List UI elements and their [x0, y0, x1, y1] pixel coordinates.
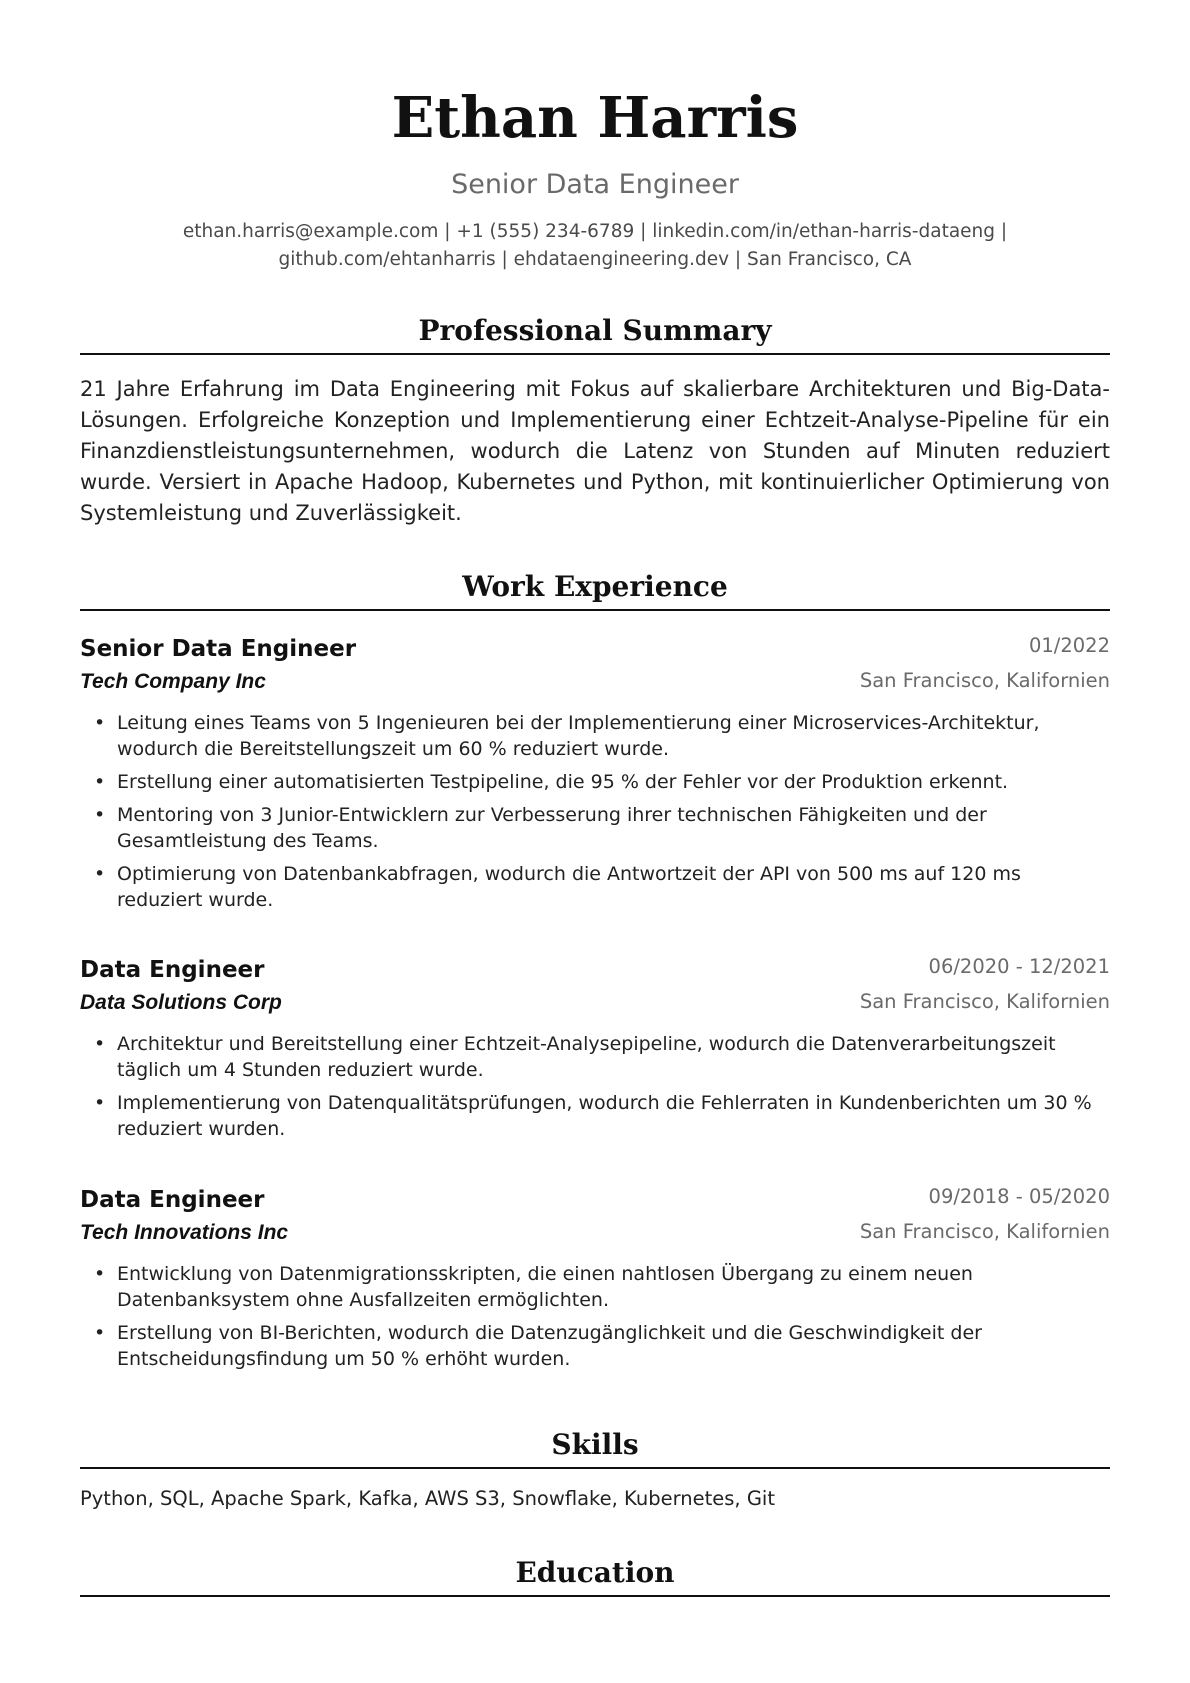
bullet-icon: •: [94, 863, 106, 885]
job-bullets: [80, 1261, 1110, 1372]
job-title: Data Engineer: [80, 957, 265, 983]
job-entry: [80, 953, 1110, 1149]
bullet-item: [80, 1090, 1110, 1142]
job-location: San Francisco, Kalifornien: [859, 1220, 1110, 1243]
candidate-title: Senior Data Engineer: [451, 169, 739, 200]
job-date: 01/2022: [1028, 634, 1110, 657]
section-heading-education: Education: [80, 1555, 1110, 1597]
bullet-text: Entwicklung von Datenmigrationsskripten, die einen nahtlosen Übergang zu einem neuen Datenbanksystem ohne Ausfallzeiten ermöglichten.: [117, 1263, 973, 1311]
bullet-item: [80, 802, 1110, 854]
bullet-item: [80, 1031, 1110, 1083]
job-location: San Francisco, Kalifornien: [859, 990, 1110, 1013]
bullet-item: [80, 769, 1110, 795]
bullet-icon: •: [94, 712, 106, 734]
job-company: Tech Innovations Inc: [80, 1221, 289, 1244]
job-title: Senior Data Engineer: [80, 636, 357, 662]
section-heading-experience: Work Experience: [80, 569, 1110, 611]
job-company: Tech Company Inc: [80, 670, 266, 693]
skills-text: Python, SQL, Apache Spark, Kafka, AWS S3, Snowflake, Kubernetes, Git: [80, 1487, 775, 1510]
bullet-text: Erstellung einer automatisierten Testpipeline, die 95 % der Fehler vor der Produktion erkennt.: [117, 771, 1009, 793]
job-entry: [80, 1183, 1110, 1379]
bullet-icon: •: [94, 804, 106, 826]
bullet-text: Mentoring von 3 Junior-Entwicklern zur Verbesserung ihrer technischen Fähigkeiten und der Gesamtleistung des Teams.: [117, 804, 987, 852]
bullet-text: Optimierung von Datenbankabfragen, wodurch die Antwortzeit der API von 500 ms auf 120 ms reduziert wurde.: [117, 863, 1021, 911]
job-entry: [80, 632, 1110, 920]
bullet-text: Architektur und Bereitstellung einer Echtzeit-Analysepipeline, wodurch die Datenverarbeitungszeit täglich um 4 Stunden reduziert wurde.: [117, 1033, 1056, 1081]
candidate-name: Ethan Harris: [391, 85, 799, 151]
bullet-item: [80, 710, 1110, 762]
job-date: 06/2020 - 12/2021: [928, 955, 1110, 978]
contact-info: [0, 218, 1190, 274]
job-title: Data Engineer: [80, 1187, 265, 1213]
job-bullets: [80, 710, 1110, 913]
bullet-icon: •: [94, 1092, 106, 1114]
bullet-text: Leitung eines Teams von 5 Ingenieuren bei der Implementierung einer Microservices-Architektur, wodurch die Bereitstellungszeit um 60 % reduziert wurde.: [117, 712, 1040, 760]
bullet-icon: •: [94, 1263, 106, 1285]
job-date: 09/2018 - 05/2020: [928, 1185, 1110, 1208]
bullet-item: [80, 1261, 1110, 1313]
bullet-item: [80, 861, 1110, 913]
section-heading-summary: Professional Summary: [80, 313, 1110, 355]
section-heading-skills: Skills: [80, 1427, 1110, 1469]
bullet-icon: •: [94, 1033, 106, 1055]
contact-line: github.com/ehtanharris | ehdataengineering.dev | San Francisco, CA: [278, 249, 912, 270]
job-company: Data Solutions Corp: [80, 991, 282, 1014]
bullet-text: Implementierung von Datenqualitätsprüfungen, wodurch die Fehlerraten in Kundenberichten um 30 % reduziert wurden.: [117, 1092, 1092, 1140]
bullet-item: [80, 1320, 1110, 1372]
bullet-icon: •: [94, 771, 106, 793]
job-bullets: [80, 1031, 1110, 1142]
job-location: San Francisco, Kalifornien: [859, 669, 1110, 692]
contact-line: ethan.harris@example.com | +1 (555) 234-6789 | linkedin.com/in/ethan-harris-dataeng |: [182, 221, 1008, 242]
bullet-text: Erstellung von BI-Berichten, wodurch die Datenzugänglichkeit und die Geschwindigkeit der Entscheidungsfindung um 50 % erhöht wurden.: [117, 1322, 982, 1370]
bullet-icon: •: [94, 1322, 106, 1344]
summary-text: 21 Jahre Erfahrung im Data Engineering mit Fokus auf skalierbare Architekturen und Big-Data-Lösungen. Erfolgreiche Konzeption und Implementierung einer Echtzeit-Analyse-Pipeline für ein Finanzdienstleistungsunternehmen, wodurch die Latenz von Stunden auf Minuten reduziert wurde. Versiert in Apache Hadoop, Kubernetes und Python, mit kontinuierlicher Optimierung von Systemleistung und Zuverlässigkeit.: [80, 377, 1110, 525]
